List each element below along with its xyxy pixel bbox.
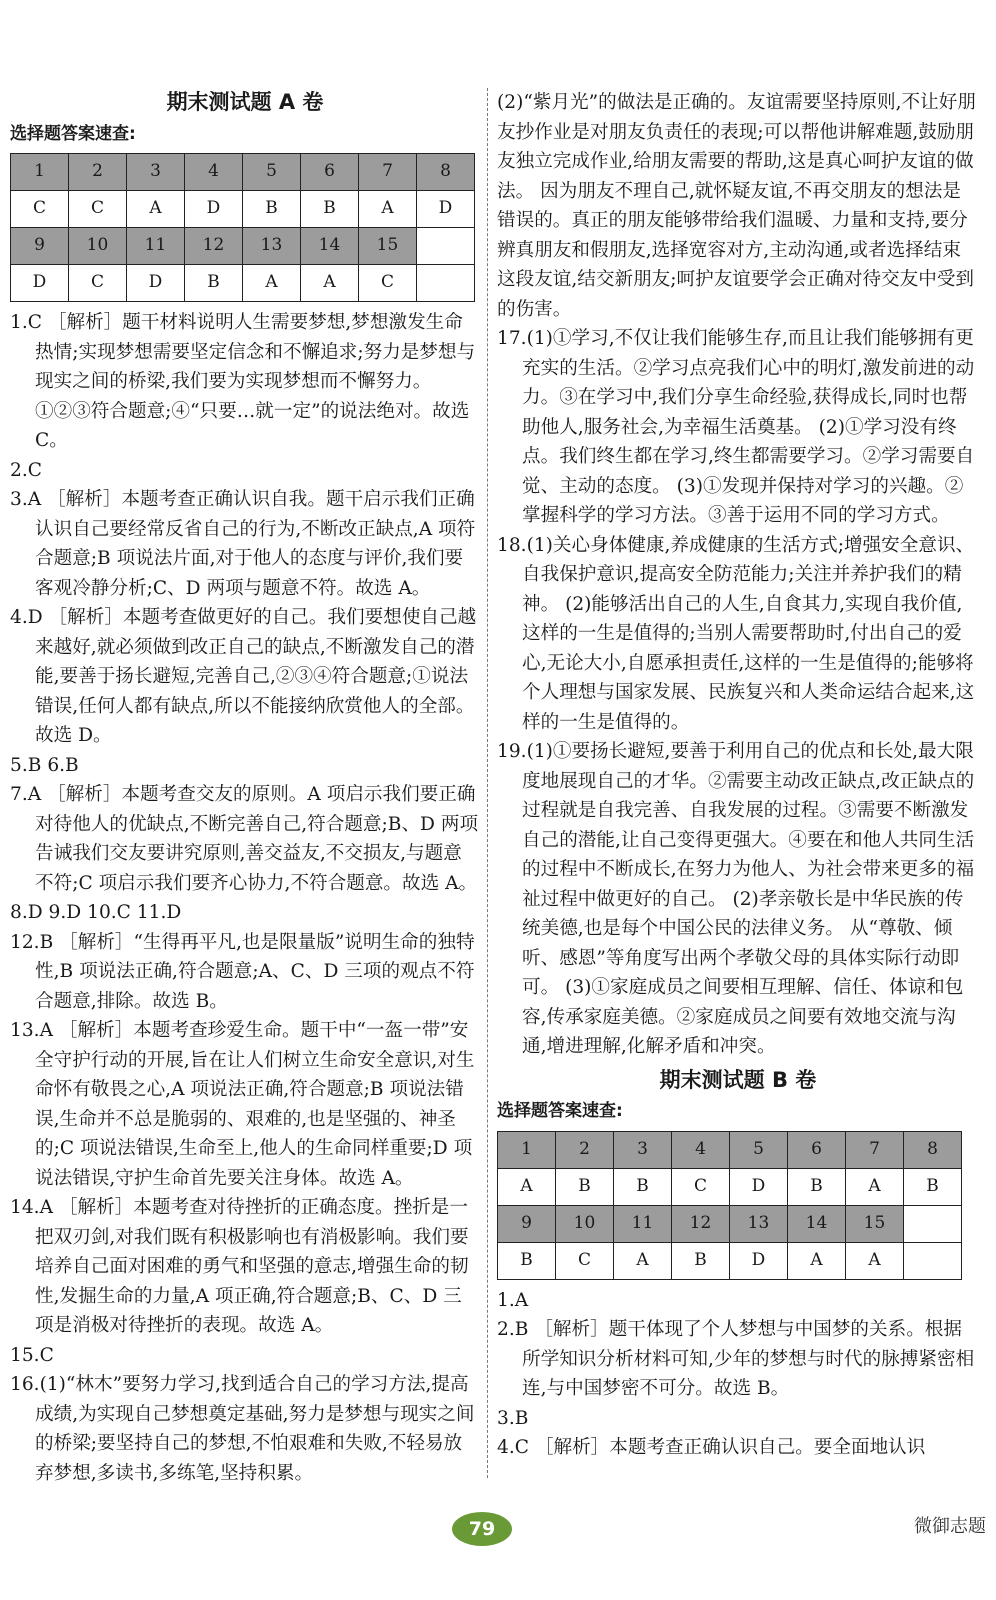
answer-cell: A <box>788 1242 846 1279</box>
page-number: 79 <box>452 1512 512 1546</box>
answer-cell: A <box>498 1168 556 1205</box>
answer-cell: B <box>614 1168 672 1205</box>
left-column <box>10 88 480 1488</box>
answer-cell: C <box>11 191 69 228</box>
answer-item: 18.(1)关心身体健康,养成健康的生活方式;增强安全意识、自我保护意识,提高安全防范能力;关注并养护我们的精神。 (2)能够活出自己的人生,自食其力,实现自我价值,这样的一生是值得的;当别人需要帮助时,付出自己的爱心,无论大小,自愿承担责任,这样的一生是值得的;能够将个人理想与国家发展、民族复兴和人类命运结合起来,这样的一生是值得的。 <box>497 534 975 733</box>
answer-cell: B <box>672 1242 730 1279</box>
question-number: 6 <box>301 154 359 191</box>
table-row <box>11 265 475 302</box>
question-number: 8 <box>904 1131 962 1168</box>
table-row <box>498 1131 962 1168</box>
answer-cell: A <box>243 265 301 302</box>
question-number: 3 <box>614 1131 672 1168</box>
answer-cell: D <box>730 1242 788 1279</box>
footer-brand: 微御志题 <box>914 1516 986 1537</box>
answer-cell: A <box>614 1242 672 1279</box>
question-number: 7 <box>359 154 417 191</box>
table-row <box>498 1205 962 1242</box>
answer-cell: C <box>359 265 417 302</box>
answer-cell: B <box>904 1168 962 1205</box>
answer-item: 4.C ［解析］本题考查正确认识自己。要全面地认识 <box>497 1437 926 1458</box>
answer-item: 19.(1)①要扬长避短,要善于利用自己的优点和长处,最大限度地展现自己的才华。②需要主动改正缺点,改正缺点的过程就是自我完善、自我发展的过程。③需要不断激发自己的潜能,让自己变得更强大。④要在和他人共同生活的过程中不断成长,在努力为他人、为社会带来更多的福祉过程中做更好的自己。 (2)孝亲敬长是中华民族的传统美德,也是每个中国公民的法律义务。 从“尊敬、倾听、感恩”等角度写出两个孝敬父母的具体实际行动即可。 (3)①家庭成员之间要相互理解、信任、体谅和包容,传承家庭美德。②家庭成员之间要有效地交流与沟通,增进理解,化解矛盾和冲突。 <box>497 741 975 1057</box>
answer-item: 1.A <box>497 1289 529 1311</box>
question-number: 9 <box>498 1205 556 1242</box>
question-number: 11 <box>127 228 185 265</box>
answer-cell: A <box>127 191 185 228</box>
question-number: 4 <box>672 1131 730 1168</box>
answer-item: 3.B <box>497 1407 529 1429</box>
answer-cell: C <box>69 191 127 228</box>
section-a-title: 期末测试题 A 卷 <box>166 90 324 114</box>
answer-cell: B <box>185 265 243 302</box>
column-divider <box>487 88 488 1478</box>
answer-cell: D <box>127 265 185 302</box>
question-number: 5 <box>730 1131 788 1168</box>
table-row <box>11 191 475 228</box>
table-row <box>11 228 475 265</box>
question-number: 10 <box>556 1205 614 1242</box>
answer-item: 1.C ［解析］题干材料说明人生需要梦想,梦想激发生命热情;实现梦想需要坚定信念和不懈追求;努力是梦想与现实之间的桥梁,我们要为实现梦想而不懈努力。①②③符合题意;④“只要…就一定”的说法绝对。故选 C。 <box>10 312 476 451</box>
answer-item: 14.A ［解析］本题考查对待挫折的正确态度。挫折是一把双刃剑,对我们既有积极影响也有消极影响。我们要培养自己面对困难的勇气和坚强的意志,增强生命的韧性,发掘生命的力量,A 项正确,符合题意;B、C、D 三项是消极对待挫折的表现。故选 A。 <box>10 1197 469 1336</box>
question-number: 14 <box>788 1205 846 1242</box>
answer-cell: A <box>846 1242 904 1279</box>
answer-item: 12.B ［解析］“生得再平凡,也是限量版”说明生命的独特性,B 项说法正确,符合题意;A、C、D 三项的观点不符合题意,排除。故选 B。 <box>10 931 475 1012</box>
answer-cell: C <box>672 1168 730 1205</box>
table-row <box>498 1242 962 1279</box>
question-number: 14 <box>301 228 359 265</box>
question-number: 8 <box>417 154 475 191</box>
answer-item: 15.C <box>10 1344 54 1366</box>
section-a-subtitle: 选择题答案速查: <box>10 123 136 144</box>
answer-cell: B <box>788 1168 846 1205</box>
question-number: 2 <box>69 154 127 191</box>
answer-item: 7.A ［解析］本题考查交友的原则。A 项启示我们要正确对待他人的优缺点,不断完善自己,符合题意;B、D 两项告诫我们交友要讲究原则,善交益友,不交损友,与题意不符;C 项启示我们要齐心协力,不符合题意。故选 A。 <box>10 784 479 894</box>
answer-cell: C <box>556 1242 614 1279</box>
answer-cell: D <box>730 1168 788 1205</box>
answer-cell: C <box>69 265 127 302</box>
question-number: 1 <box>11 154 69 191</box>
answer-cell: B <box>498 1242 556 1279</box>
answer-cell: A <box>359 191 417 228</box>
question-number: 9 <box>11 228 69 265</box>
answer-table-a <box>10 153 475 302</box>
question-number: 11 <box>614 1205 672 1242</box>
question-number: 12 <box>185 228 243 265</box>
answer-cell: D <box>11 265 69 302</box>
question-number: 15 <box>846 1205 904 1242</box>
question-number: 5 <box>243 154 301 191</box>
section-b-title: 期末测试题 B 卷 <box>659 1067 817 1092</box>
answer-cell: B <box>301 191 359 228</box>
question-number: 2 <box>556 1131 614 1168</box>
table-row <box>498 1168 962 1205</box>
answer-item: 3.A ［解析］本题考查正确认识自我。题干启示我们正确认识自己要经常反省自己的行为,不断改正缺点,A 项符合题意;B 项说法片面,对于他人的态度与评价,我们要客观冷静分析;C、D 两项与题意不符。故选 A。 <box>10 489 476 599</box>
question-number: 13 <box>730 1205 788 1242</box>
question-number: 10 <box>69 228 127 265</box>
empty-cell <box>417 228 475 265</box>
answer-cell: D <box>185 191 243 228</box>
answer-item: 2.B ［解析］题干体现了个人梦想与中国梦的关系。根据所学知识分析材料可知,少年的梦想与时代的脉搏紧密相连,与中国梦密不可分。故选 B。 <box>497 1319 975 1399</box>
question-number: 12 <box>672 1205 730 1242</box>
answer-item: 13.A ［解析］本题考查珍爱生命。题干中“一盔一带”安全守护行动的开展,旨在让人们树立生命安全意识,对生命怀有敬畏之心,A 项说法正确,符合题意;B 项说法错误,生命并不总是脆弱的、艰难的,也是坚强的、神圣的;C 项说法错误,生命至上,他人的生命同样重要;D 项说法错误,守护生命首先要关注身体。故选 A。 <box>10 1020 475 1189</box>
table-row <box>11 154 475 191</box>
section-b-subtitle: 选择题答案速查: <box>497 1101 623 1121</box>
answer-item: 8.D 9.D 10.C 11.D <box>10 902 182 923</box>
answer-item: (2)“紫月光”的做法是正确的。友谊需要坚持原则,不让好朋友抄作业是对朋友负责任的表现;可以帮他讲解难题,鼓励朋友独立完成作业,给朋友需要的帮助,这是真心呵护友谊的做法。 因为朋友不理自己,就怀疑友谊,不再交朋友的想法是错误的。真正的朋友能够带给我们温暖、力量和支持,要分辨真朋友和假朋友,选择宽容对方,主动沟通,或者选择结束这段友谊,结交新朋友;呵护友谊要学会正确对待交友中受到的伤害。 <box>497 92 976 320</box>
right-column <box>497 88 979 1463</box>
empty-cell <box>904 1205 962 1242</box>
answer-cell: B <box>556 1168 614 1205</box>
answer-cell: D <box>417 191 475 228</box>
answer-item: 5.B 6.B <box>10 754 79 776</box>
answer-item: 17.(1)①学习,不仅让我们能够生存,而且让我们能够拥有更充实的生活。②学习点亮我们心中的明灯,激发前进的动力。③在学习中,我们分享生命经验,获得成长,同时也帮助他人,服务社会,为幸福生活奠基。 (2)①学习没有终点。我们终生都在学习,终生都需要学习。②学习需要自觉、主动的态度。 (3)①发现并保持对学习的兴趣。②掌握科学的学习方法。③善于运用不同的学习方式。 <box>497 328 975 526</box>
question-number: 1 <box>498 1131 556 1168</box>
question-number: 13 <box>243 228 301 265</box>
question-number: 7 <box>846 1131 904 1168</box>
answer-table-b <box>497 1131 962 1280</box>
answer-cell: A <box>846 1168 904 1205</box>
answer-item: 4.D ［解析］本题考查做更好的自己。我们要想使自己越来越好,就必须做到改正自己的缺点,不断激发自己的潜能,要善于扬长避短,完善自己,②③④符合题意;①说法错误,任何人都有缺点,所以不能接纳欣赏他人的全部。故选 D。 <box>10 607 477 746</box>
answer-cell: A <box>301 265 359 302</box>
question-number: 15 <box>359 228 417 265</box>
empty-cell <box>417 265 475 302</box>
answer-cell: B <box>243 191 301 228</box>
question-number: 3 <box>127 154 185 191</box>
empty-cell <box>904 1242 962 1279</box>
question-number: 4 <box>185 154 243 191</box>
answer-item: 2.C <box>10 459 42 481</box>
answer-item: 16.(1)“林木”要努力学习,找到适合自己的学习方法,提高成绩,为实现自己梦想奠定基础,努力是梦想与现实之间的桥梁;要坚持自己的梦想,不怕艰难和失败,不轻易放弃梦想,多读书,多练笔,坚持积累。 <box>10 1374 475 1484</box>
question-number: 6 <box>788 1131 846 1168</box>
